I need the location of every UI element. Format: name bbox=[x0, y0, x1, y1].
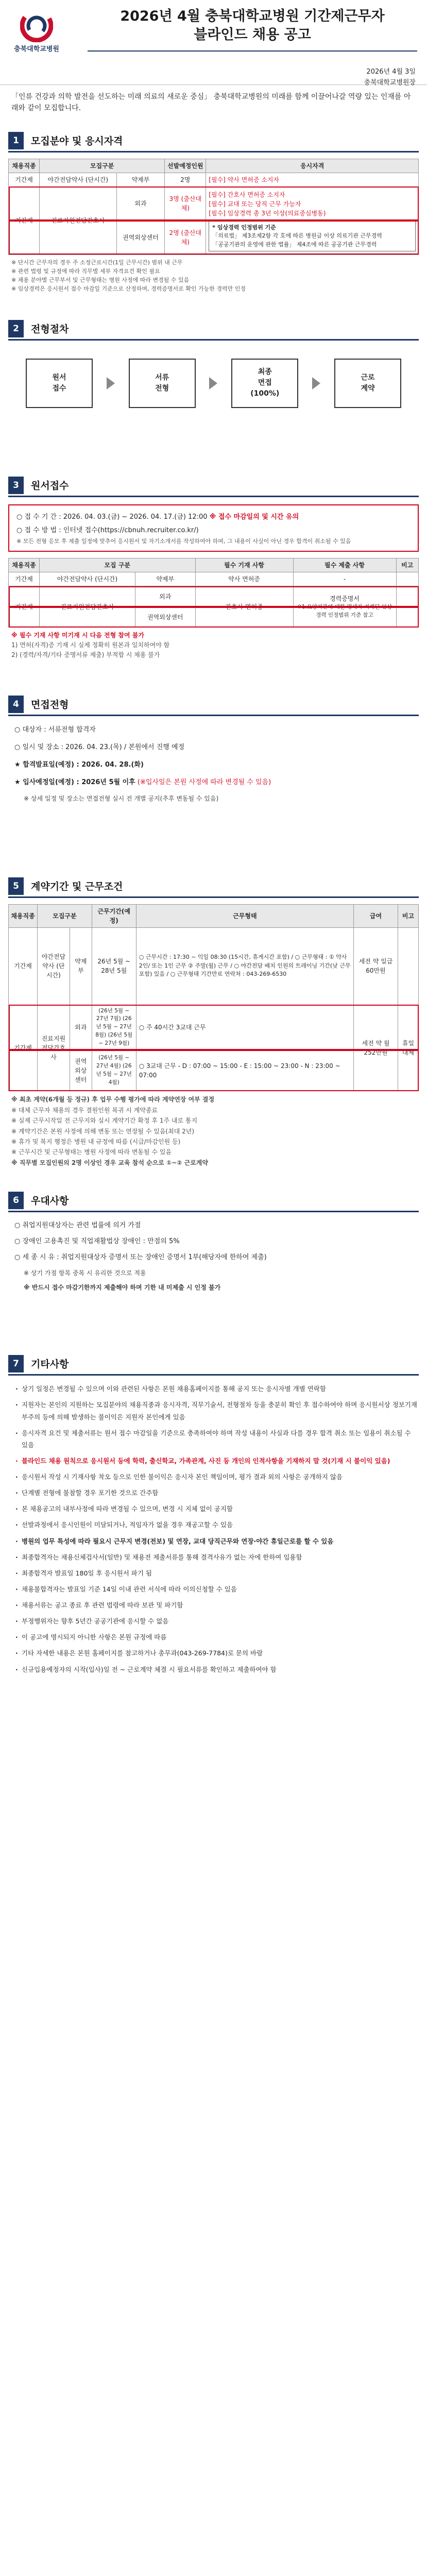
cell bbox=[398, 927, 419, 1005]
info-line: ○ 대상자 : 서류전형 합격자 bbox=[14, 726, 96, 734]
process-step: 서류 전형 bbox=[129, 359, 196, 408]
list-item: · 선발과정에서 응시인원이 미달되거나, 적임자가 없을 경우 재공고할 수 있음 bbox=[14, 1519, 419, 1531]
table-row bbox=[9, 1005, 419, 1050]
list-item: · 블라인드 채용 원칙으로 응시원서 등에 학력, 출신학교, 가족관계, 사진 등 개인의 인적사항을 기재하지 말 것(기재 시 불이익 있음) bbox=[14, 1455, 419, 1467]
start-date: ★ 입사예정일(예정) : 2026년 5월 이후 bbox=[14, 778, 135, 786]
info-line: ○ 취업지원대상자는 관련 법률에 의거 가점 bbox=[14, 1222, 141, 1230]
list-item: · 신규입용예정자의 시작(입사)일 전 ~ 근로계약 체결 시 필요서류를 확인하고 제출하여야 함 bbox=[14, 1664, 419, 1675]
note-line: ※ 대체 근무자 채용의 경우 결원인원 복귀 시 계약종료 bbox=[11, 1106, 158, 1114]
note-line: ※ 계약기간은 본원 사정에 의해 변동 또는 연장될 수 있음(최대 2년) bbox=[11, 1127, 194, 1135]
table-row bbox=[9, 187, 419, 221]
section-heading bbox=[8, 874, 419, 898]
col-header: 채용직종 bbox=[9, 558, 40, 572]
notice-date-block bbox=[364, 67, 416, 89]
cell bbox=[293, 586, 396, 628]
cell: 권역외상센터 bbox=[135, 607, 195, 628]
section-process bbox=[0, 317, 427, 412]
section-preferences bbox=[0, 1189, 427, 1295]
list-item: · 본 채용공고의 내부사정에 따라 변경될 수 있으며, 변경 시 지체 없이 공지함 bbox=[14, 1503, 419, 1515]
arrow-right-icon bbox=[209, 377, 217, 389]
cell: 약제부 bbox=[116, 173, 165, 187]
qual-text: [필수] 임상경력 총 3년 이상(의료중심병동) bbox=[209, 209, 326, 217]
cell: ○ 3교대 근무 - D : 07:00 ~ 15:00 - E : 15:00 ~ 23:00 - N : 23:00 ~ 07:00 bbox=[136, 1050, 353, 1091]
note-line: 2) (경력/자격/기타 증명서류 제출) 부적합 시 채용 불가 bbox=[11, 651, 160, 658]
notice-header bbox=[0, 0, 427, 85]
method-note: ※ 모든 전형 응모 후 제출 일정에 맞추어 응시원서 및 자기소개서를 작성하여야 하며, 그 내용이 사실이 아닌 경우 합격이 취소될 수 있음 bbox=[16, 537, 351, 545]
cell: 기간제 bbox=[9, 173, 40, 187]
cell: 외과 bbox=[135, 586, 195, 607]
note-line: ※ 근무시간 및 근무형태는 병원 사정에 따라 변동될 수 있음 bbox=[11, 1148, 172, 1156]
info-line: ※ 상기 가점 항목 중복 시 유리한 것으로 적용 bbox=[24, 1269, 146, 1277]
cell: 야간전담약사 (단시간) bbox=[40, 572, 135, 586]
cell: 2명 (출산대체) bbox=[165, 221, 206, 255]
qual-text: [필수] 간호사 면허증 소지자 bbox=[209, 191, 285, 198]
start-note: (※입사일은 본원 사정에 따라 변경될 수 있음) bbox=[137, 778, 271, 786]
cell: ○ 주 40시간 3교대 근무 bbox=[136, 1005, 353, 1050]
cell: 야간전담약사 (단시간) bbox=[38, 927, 70, 1005]
list-item: · 부정행위자는 향후 5년간 공공기관에 응시할 수 없음 bbox=[14, 1615, 419, 1627]
info-line: ○ 장애인 고용촉진 및 직업재활법상 장애인 : 만점의 5% bbox=[14, 1238, 180, 1246]
cell: 외과 bbox=[70, 1005, 92, 1050]
section-heading bbox=[8, 1189, 419, 1212]
section-number: 4 bbox=[8, 696, 24, 713]
section-heading bbox=[8, 473, 419, 497]
info-line: ○ 일시 및 장소 : 2026. 04. 23.(목) / 본원에서 진행 예정 bbox=[14, 743, 185, 752]
note-line: ※ 최초 계약(6개월 등 정규) 후 업무 수행 평가에 따라 계약연장 여부 결정 bbox=[11, 1096, 215, 1104]
arrow-right-icon bbox=[107, 377, 115, 389]
note-line: ※ 직무별 모집인원의 2명 이상인 경우 교육 참석 순으로 ①~② 근로계약 bbox=[11, 1159, 208, 1166]
section-heading bbox=[8, 129, 419, 152]
col-header: 선발예정인원 bbox=[165, 159, 206, 173]
list-item: · 응시자격 요건 및 제출서류는 원서 접수 마감일을 기준으로 충족하여야 하며 작성 내용이 사실과 다를 경우 합격 취소 또는 임용이 취소될 수 있음 bbox=[14, 1427, 419, 1451]
cell: 3명 (출산대체) bbox=[165, 187, 206, 221]
notice-signer: 충북대학교병원장 bbox=[364, 78, 416, 87]
cell: 기간제 bbox=[9, 572, 40, 586]
period-warning: ※ 접수 마감일의 및 시간 유의 bbox=[209, 513, 299, 521]
cell: 야간전담약사 (단시간) bbox=[40, 173, 117, 187]
cell: - bbox=[293, 572, 396, 586]
submit-text: 경력증명서 bbox=[330, 595, 360, 603]
cell: 권역외상센터 bbox=[116, 221, 165, 255]
hospital-emblem-icon bbox=[20, 9, 53, 42]
cell: ○ 근무시간 : 17:30 ~ 익일 08:30 (15시간, 휴게시간 포함) / ○ 근무형태 : ① 약사 2인/ 또는 1인 근무 ② 주말(월) 근무 / ○ 야간전담 배치 인원의 트레이닝 기간(낮 근무 포함) 있음 / ○ 근무형태 기간만료 연락처 : 043-269-6530 bbox=[136, 927, 353, 1005]
list-item: · 채용불합격자는 발표일 기준 14일 이내 관련 서식에 따라 이의신청할 수 있음 bbox=[14, 1583, 419, 1595]
cell: 2명 bbox=[165, 173, 206, 187]
table-row bbox=[9, 572, 419, 586]
interview-info bbox=[14, 721, 419, 807]
cell: 기간제 bbox=[9, 187, 40, 255]
cell: 진료지원전담간호사 bbox=[40, 586, 135, 628]
note-line: ※ 필수 기재 사항 미기재 시 다음 전형 참여 불가 bbox=[11, 632, 144, 639]
section-number: 7 bbox=[8, 1355, 24, 1372]
cell: 세전 약 월252만원 bbox=[354, 1005, 398, 1091]
table-header-row bbox=[9, 558, 419, 572]
contract-table bbox=[8, 904, 419, 1092]
col-header: 응시자격 bbox=[206, 159, 419, 173]
cell: 기간제 bbox=[9, 927, 38, 1005]
list-item: · 지원자는 본인의 지원하는 모집분야의 채용직종과 응시자격, 직무기술서, 전형절차 등을 충분히 확인 후 접수하여야 하며 응시원서상 정보기재 부주의 등에 의해 발생하는 불이익은 지원자 본인에게 있음 bbox=[14, 1399, 419, 1422]
info-line: ※ 반드시 접수 마감기한까지 제출해야 하며 기한 내 미제출 시 인정 불가 bbox=[24, 1284, 221, 1292]
col-header: 채용직종 bbox=[9, 904, 38, 927]
arrow-right-icon bbox=[312, 377, 320, 389]
cell: 휴일 대체 bbox=[398, 1005, 419, 1091]
org-name: 충북대학교병원 bbox=[14, 45, 59, 53]
cell: (26년 5월 ~ 27년 7월) (26년 5월 ~ 27년 8월) (26년 5월 ~ 27년 9월) bbox=[92, 1005, 136, 1050]
section-interview bbox=[0, 692, 427, 807]
section-contract bbox=[0, 874, 427, 1168]
notice-date: 2026년 4월 3일 bbox=[366, 68, 416, 76]
section-heading bbox=[8, 692, 419, 716]
section-notes bbox=[11, 631, 419, 659]
list-item: · 기타 자세한 내용은 본원 홈페이지를 참고하거나 총무과(043-269-7784)로 문의 바람 bbox=[14, 1647, 419, 1659]
col-header: 채용직종 bbox=[9, 159, 40, 173]
section-notes bbox=[11, 1094, 419, 1168]
table-row bbox=[9, 586, 419, 607]
cell bbox=[206, 173, 419, 187]
process-step: 최종 면접 (100%) bbox=[231, 359, 298, 408]
table-header-row bbox=[9, 159, 419, 173]
qual-text: [필수] 약사 면허증 소지자 bbox=[209, 176, 280, 183]
application-table bbox=[8, 558, 419, 628]
preference-info bbox=[14, 1217, 419, 1295]
application-period bbox=[16, 511, 411, 524]
application-info-box bbox=[8, 504, 419, 552]
list-item: · 병원의 업무 특성에 따라 필요시 근무지 변경(전보) 및 연장, 교대 당직근무와 연장·야간 휴일근로를 할 수 있음 bbox=[14, 1535, 419, 1547]
other-notes-list bbox=[14, 1383, 419, 1675]
section-title: 원서접수 bbox=[31, 480, 69, 492]
section-title: 계약기간 및 근무조건 bbox=[31, 880, 123, 892]
submit-note: ※1.요양기관에 대한 명세가 기재된 임상경력 인정범위 기준 참고 bbox=[297, 604, 392, 618]
page-title bbox=[88, 7, 417, 45]
hospital-logo bbox=[8, 9, 65, 55]
section-notes bbox=[11, 258, 419, 293]
section-title: 면접전형 bbox=[31, 699, 69, 711]
cell: 외과 bbox=[116, 187, 165, 221]
col-header: 비고 bbox=[398, 904, 419, 927]
section-number: 3 bbox=[8, 477, 24, 494]
list-item: · 최종합격자는 채용신체검사서(일반) 및 채용전 제출서류를 통해 결격사유가 없는 자에 한하여 임용함 bbox=[14, 1551, 419, 1563]
note-line: ※ 실제 근무시작일 전 근무지와 실시 계약기간 확정 후 1주 내로 통지 bbox=[11, 1117, 198, 1125]
cell bbox=[206, 187, 419, 255]
section-heading bbox=[8, 317, 419, 341]
intro-text: 「인류 건강과 의학 발전을 선도하는 미래 의료의 새로운 중심」 충북대학교병원의 미래를 함께 이끌어나갈 역량 있는 인재를 아래와 같이 모집합니다. bbox=[11, 93, 411, 113]
cell: 기간제 bbox=[9, 1005, 38, 1091]
cell: 약제부 bbox=[135, 572, 195, 586]
list-item: · 최종합격자 발표일 180일 후 응시원서 파기 됨 bbox=[14, 1567, 419, 1579]
cell: 약제부 bbox=[70, 927, 92, 1005]
col-header: 급여 bbox=[354, 904, 398, 927]
section-application bbox=[0, 473, 427, 659]
note-line: 1) 면허(자격)증 기재 시 실제 정확히 원본과 일치하여야 함 bbox=[11, 641, 170, 649]
note-line: ※ 채용 분야별 근무부서 및 근무형태는 병원 사정에 따라 변경될 수 있음 bbox=[11, 276, 190, 283]
cell: 간호사 면허증 bbox=[195, 586, 293, 628]
col-header: 근무형태 bbox=[136, 904, 353, 927]
qual-text: [필수] 교대 또는 당직 근무 가능자 bbox=[209, 200, 301, 208]
section-recruitment-fields bbox=[0, 129, 427, 293]
criteria-title: * 임상경력 인정범위 기준 bbox=[212, 224, 276, 231]
cell: 26년 5월 ~ 28년 5월 bbox=[92, 927, 136, 1005]
info-line: ★ 합격발표일(예정) : 2026. 04. 28.(화) bbox=[14, 760, 144, 769]
cell: 세전 약 일급60만원 bbox=[354, 927, 398, 1005]
experience-criteria-box bbox=[209, 221, 416, 252]
section-other bbox=[0, 1352, 427, 1675]
note-line: ※ 휴가 및 복지 행정은 병원 내 규정에 따름 (시급/마감인원 등) bbox=[11, 1138, 181, 1145]
note-line: ※ 임상경력은 응시원서 접수 마감일 기준으로 산정하며, 경력증명서로 확인 가능한 경력만 인정 bbox=[11, 285, 246, 292]
process-step: 근로 계약 bbox=[334, 359, 401, 408]
process-step: 원서 접수 bbox=[26, 359, 93, 408]
col-header: 필수 제출 사항 bbox=[293, 558, 396, 572]
cell: 진료지원전담간호사 bbox=[38, 1005, 70, 1091]
info-line: ○ 세 종 시 유 : 취업지원대상자 증명서 또는 장애인 증명서 1부(해당자에 한하여 제출) bbox=[14, 1253, 267, 1262]
info-line: ※ 상세 일정 및 장소는 면접전형 실시 전 개별 공지(추후 변동될 수 있음) bbox=[24, 795, 219, 803]
title-divider bbox=[88, 50, 417, 52]
recruitment-table bbox=[8, 159, 419, 255]
process-flow bbox=[26, 355, 401, 412]
title-line-2: 블라인드 채용 공고 bbox=[194, 27, 311, 43]
note-line: ※ 관련 법령 및 규정에 따라 직무별 세부 자격요건 확인 필요 bbox=[11, 267, 160, 275]
cell: (26년 5월 ~ 27년 4월) (26년 5월 ~ 27년 4월) bbox=[92, 1050, 136, 1091]
section-heading bbox=[8, 1352, 419, 1376]
cell: 권역외상센터 bbox=[70, 1050, 92, 1091]
application-method: ○ 접 수 방 법 : 인터넷 접수(https://cbnuh.recruiter.co.kr/) bbox=[16, 526, 199, 534]
col-header: 모집구분 bbox=[38, 904, 92, 927]
col-header: 근무기간(예정) bbox=[92, 904, 136, 927]
period-text: ○ 접 수 기 간 : 2026. 04. 03.(금) ~ 2026. 04. 17.(금) 12:00 bbox=[16, 513, 208, 521]
section-title: 기타사항 bbox=[31, 1359, 69, 1370]
section-title: 전형절차 bbox=[31, 323, 69, 335]
cell bbox=[396, 572, 419, 586]
table-header-row bbox=[9, 904, 419, 927]
list-item: · 채용서류는 공고 종료 후 관련 법령에 따라 보관 및 파기함 bbox=[14, 1599, 419, 1611]
section-number: 2 bbox=[8, 320, 24, 337]
list-item: · 상기 일정은 변경될 수 있으며 이와 관련된 사항은 본원 채용홈페이지를 통해 공지 또는 응시자별 개별 연락함 bbox=[14, 1383, 419, 1395]
cell: 진료지원전담간호사 bbox=[40, 187, 117, 255]
criteria-item: 「공공기관의 운영에 관한 법률」 제4조에 따른 공공기관 근무경력 bbox=[212, 241, 377, 248]
list-item: · 이 공고에 명시되지 아니한 사항은 본원 규정에 따름 bbox=[14, 1631, 419, 1643]
cell bbox=[396, 586, 419, 628]
section-title: 우대사항 bbox=[31, 1195, 69, 1207]
section-number: 6 bbox=[8, 1192, 24, 1209]
section-number: 1 bbox=[8, 132, 24, 149]
col-header: 필수 기재 사항 bbox=[195, 558, 293, 572]
col-header: 모집 구분 bbox=[40, 558, 196, 572]
cell: 약사 면허증 bbox=[195, 572, 293, 586]
col-header: 모집구분 bbox=[40, 159, 165, 173]
table-row bbox=[9, 927, 419, 1005]
info-line bbox=[14, 774, 419, 791]
list-item: · 단계별 전형에 불참할 경우 포기한 것으로 간주함 bbox=[14, 1487, 419, 1499]
cell: 기간제 bbox=[9, 586, 40, 628]
section-number: 5 bbox=[8, 877, 24, 895]
title-line-1: 2026년 4월 충북대학교병원 기간제근무자 bbox=[120, 8, 385, 24]
table-row bbox=[9, 173, 419, 187]
criteria-item: 「의료법」 제3조제2항 각 호에 따른 병원급 이상 의료기관 근무경력 bbox=[212, 232, 382, 240]
note-line: ※ 단시간 근무자의 경우 주 소정근로시간(1일 근무시간) 범위 내 근무 bbox=[11, 259, 183, 266]
list-item: · 응시원서 작성 시 기재사항 착오 등으로 인한 불이익은 응시자 본인 책임이며, 평가 결과 외의 사항은 공개하지 않음 bbox=[14, 1471, 419, 1483]
col-header: 비고 bbox=[396, 558, 419, 572]
section-title: 모집분야 및 응시자격 bbox=[31, 135, 123, 147]
